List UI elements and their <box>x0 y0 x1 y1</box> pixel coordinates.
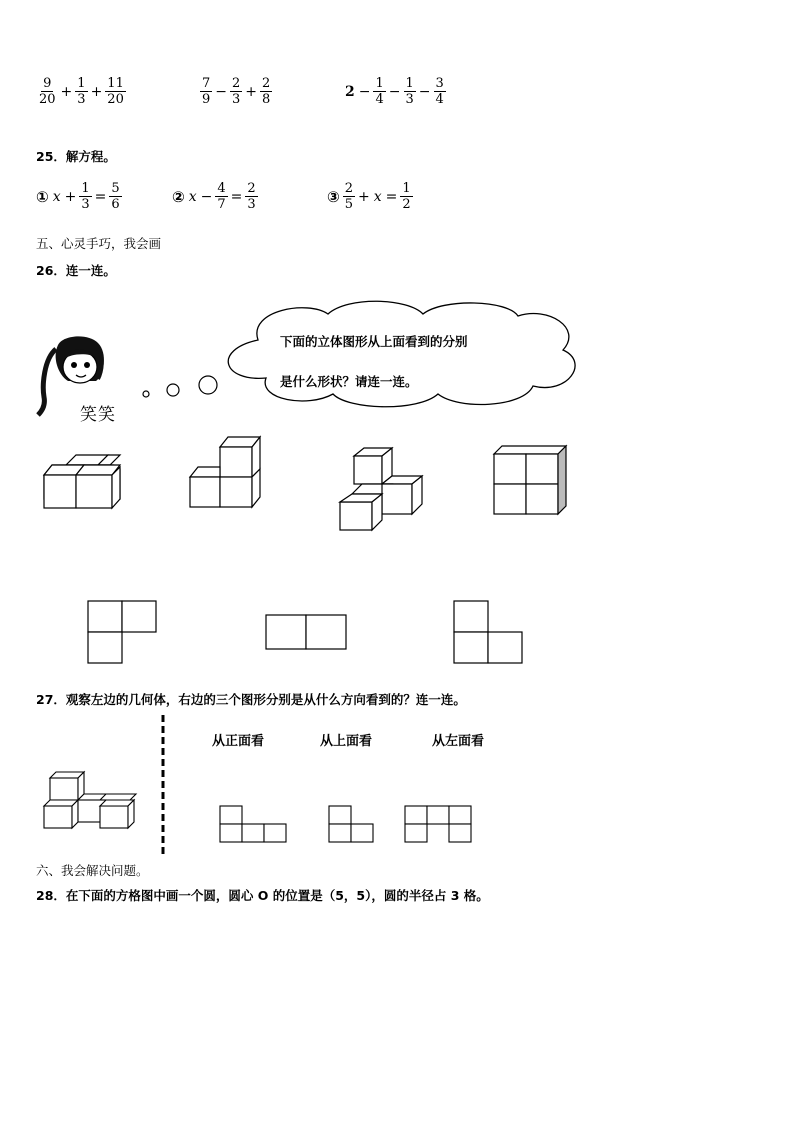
denominator: 2 <box>402 197 411 212</box>
calc-expression-1 <box>36 76 127 107</box>
fraction <box>245 181 257 212</box>
fraction <box>230 76 242 107</box>
label-left-view: 从左面看 <box>432 734 485 749</box>
numerator: 9 <box>43 76 52 91</box>
denominator: 5 <box>344 197 353 212</box>
numerator: 1 <box>402 181 411 196</box>
solid-figure-1 <box>40 453 130 513</box>
dashed-divider <box>160 715 166 855</box>
denominator: 3 <box>232 92 241 107</box>
operator: + <box>90 83 103 100</box>
fraction <box>75 76 87 107</box>
speech-line-1: 下面的立体图形从上面看到的分别 <box>280 334 468 349</box>
denominator: 7 <box>217 197 226 212</box>
q28-title: 28．在下面的方格图中画一个圆，圆心 O 的位置是（5，5），圆的半径占 3 格。 <box>36 888 489 903</box>
view-shape-3 <box>404 805 476 845</box>
operator: − <box>418 83 431 100</box>
fraction <box>79 181 91 212</box>
operator: + <box>64 188 77 205</box>
variable: x <box>373 188 382 205</box>
operator: + <box>60 83 73 100</box>
q25-title: 25．解方程。 <box>36 149 116 164</box>
speech-cloud <box>218 300 588 410</box>
numerator: 2 <box>247 181 256 196</box>
thought-bubbles <box>138 374 223 404</box>
section-6-heading: 六、我会解决问题。 <box>36 863 149 878</box>
top-view-shape-3 <box>452 600 526 666</box>
calc-expression-3 <box>343 76 447 107</box>
operator: − <box>388 83 401 100</box>
denominator: 4 <box>375 92 384 107</box>
top-view-shape-1 <box>86 600 158 666</box>
operator: − <box>200 188 213 205</box>
operator: = <box>94 188 107 205</box>
item-number: ① <box>36 187 49 206</box>
denominator: 3 <box>405 92 414 107</box>
variable: x <box>188 188 197 205</box>
numerator: 1 <box>405 76 414 91</box>
numerator: 2 <box>232 76 241 91</box>
equation-1 <box>36 181 123 212</box>
equation-2 <box>172 181 259 212</box>
operator: + <box>357 188 370 205</box>
fraction <box>200 76 212 107</box>
section-5-heading: 五、心灵手巧，我会画 <box>36 236 162 251</box>
fraction <box>434 76 446 107</box>
numerator: 4 <box>217 181 226 196</box>
character-name: 笑笑 <box>80 405 116 425</box>
fraction <box>109 181 121 212</box>
speech-line-2: 是什么形状？请连一连。 <box>280 374 418 389</box>
numerator: 7 <box>202 76 211 91</box>
fraction <box>215 181 227 212</box>
numerator: 2 <box>344 181 353 196</box>
denominator: 20 <box>107 92 124 107</box>
q27-title: 27．观察左边的几何体，右边的三个图形分别是从什么方向看到的？连一连。 <box>36 692 466 707</box>
equation-3 <box>327 181 414 212</box>
fraction <box>400 181 412 212</box>
variable: x <box>52 188 61 205</box>
operator: − <box>358 83 371 100</box>
number: 2 <box>345 83 355 100</box>
fraction <box>373 76 385 107</box>
item-number: ③ <box>327 187 340 206</box>
operator: = <box>230 188 243 205</box>
numerator: 2 <box>262 76 271 91</box>
operator: + <box>245 83 258 100</box>
numerator: 1 <box>375 76 384 91</box>
fraction <box>260 76 272 107</box>
item-number: ② <box>172 187 185 206</box>
calc-expression-2 <box>199 76 273 107</box>
denominator: 4 <box>435 92 444 107</box>
operator: − <box>215 83 228 100</box>
denominator: 20 <box>39 92 56 107</box>
fraction <box>105 76 126 107</box>
denominator: 6 <box>111 197 120 212</box>
numerator: 11 <box>107 76 124 91</box>
view-shape-1 <box>219 805 289 845</box>
fraction <box>343 181 355 212</box>
view-shape-2 <box>328 805 378 845</box>
numerator: 5 <box>111 181 120 196</box>
operator: = <box>385 188 398 205</box>
solid-figure-4 <box>492 444 572 519</box>
label-top-view: 从上面看 <box>320 734 373 749</box>
fraction <box>37 76 58 107</box>
denominator: 3 <box>81 197 90 212</box>
denominator: 9 <box>202 92 211 107</box>
numerator: 1 <box>77 76 86 91</box>
q27-solid-figure <box>40 770 144 832</box>
numerator: 3 <box>435 76 444 91</box>
q26-title: 26．连一连。 <box>36 263 116 278</box>
label-front-view: 从正面看 <box>212 734 265 749</box>
denominator: 8 <box>262 92 271 107</box>
fraction <box>404 76 416 107</box>
denominator: 3 <box>77 92 86 107</box>
solid-figure-2 <box>188 435 268 510</box>
top-view-shape-2 <box>264 613 348 651</box>
numerator: 1 <box>81 181 90 196</box>
denominator: 3 <box>247 197 256 212</box>
solid-figure-3 <box>338 446 428 531</box>
